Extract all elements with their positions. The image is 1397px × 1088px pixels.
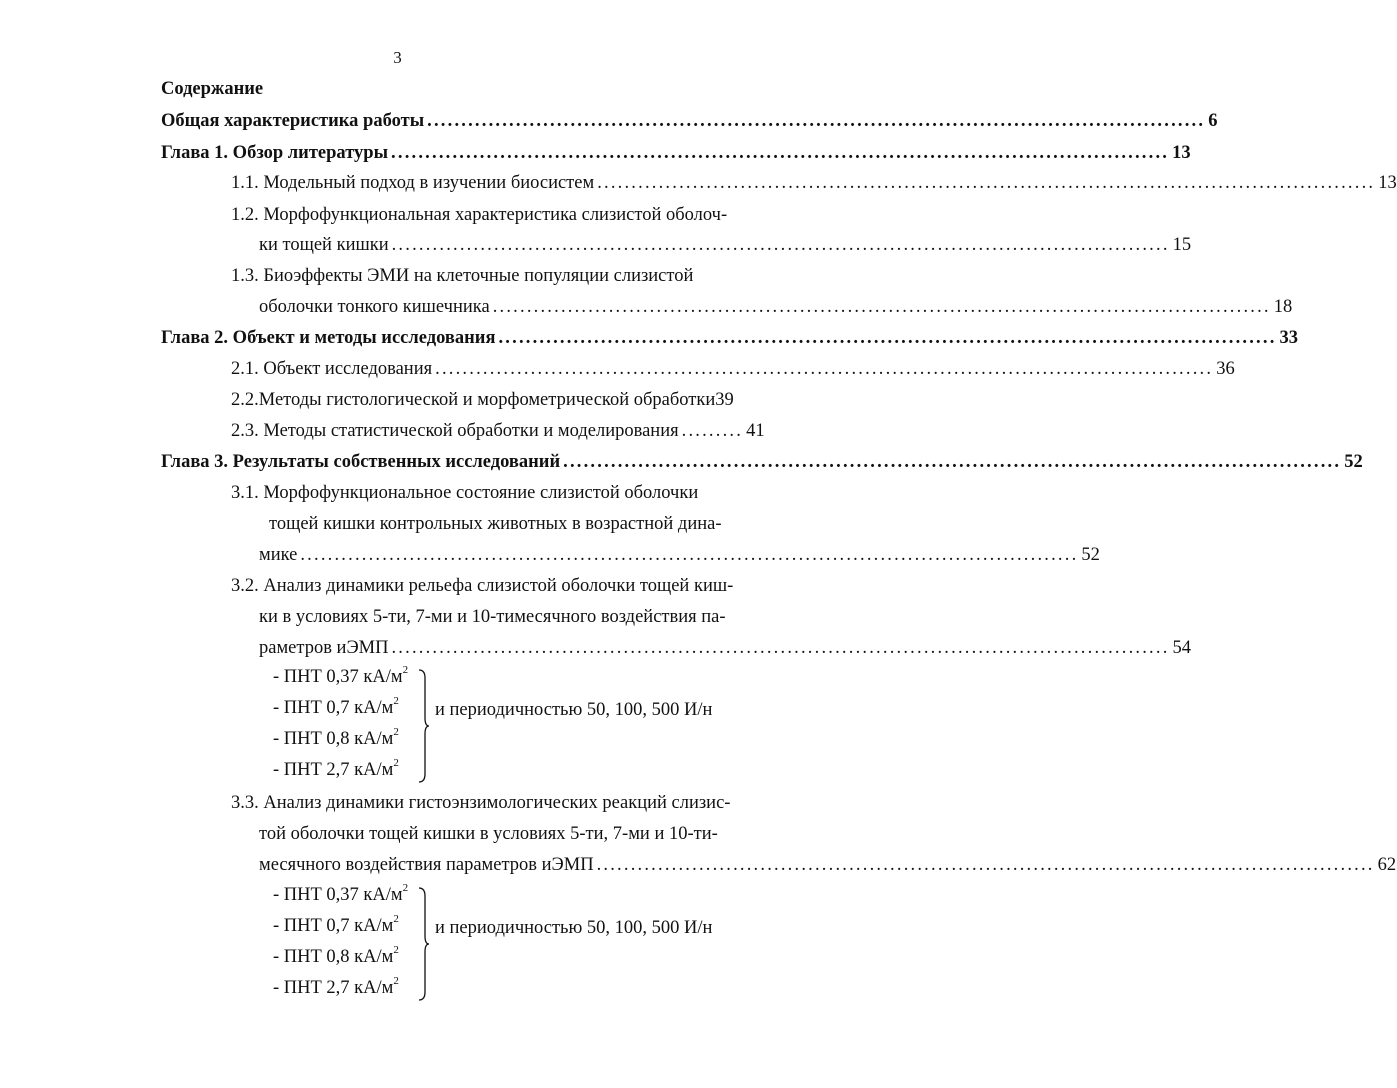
toc-entry-text: 2.3. Методы статистической обработки и моделирования: [231, 421, 679, 441]
toc-entry-1-2-line1[interactable]: 1.2. Морфофункциональная характеристика слизистой оболоч-: [231, 205, 728, 225]
param-item: - ПНТ 0,37 $кА/м^2$: [273, 881, 409, 905]
toc-entry-chapter-3[interactable]: [161, 451, 1363, 473]
leader-dots: ..................................................................................................................: [391, 638, 1170, 658]
param-group-2: [273, 881, 733, 1002]
toc-entry-2-1[interactable]: [231, 358, 1235, 380]
toc-entry-page: 36: [1216, 359, 1235, 379]
toc-entry-text: ки тощей кишки: [259, 235, 389, 255]
toc-entry-text: Глава 2. Объект и методы исследования: [161, 328, 496, 348]
leader-dots: ..................................................................................................................: [300, 545, 1079, 565]
toc-entry-page: 52: [1081, 545, 1100, 565]
toc-entry-3-2-line2[interactable]: ки в условиях 5-ти, 7-ми и 10-тимесячного воздействия па-: [259, 607, 726, 627]
leader-dots: ..................................................................................................................: [596, 855, 1375, 875]
toc-entry-2-2[interactable]: [231, 389, 734, 411]
param-item: - ПНТ 0,8 $кА/м^2$: [273, 725, 399, 749]
leader-dots: ..................................................................................................................: [391, 235, 1170, 255]
leader-dots: ..................................................................................................................: [427, 111, 1206, 131]
leader-dots: ..................................................................................................................: [498, 328, 1277, 348]
toc-entry-text: 2.1. Объект исследования: [231, 359, 433, 379]
toc-entry-text: Общая характеристика работы: [161, 111, 425, 131]
toc-entry-1-2[interactable]: [259, 234, 1192, 256]
toc-entry-general[interactable]: [161, 110, 1218, 132]
leader-dots: ..................................................................................................................: [391, 143, 1170, 163]
toc-entry-1-3-line1[interactable]: 1.3. Биоэффекты ЭМИ на клеточные популяции слизистой: [231, 266, 694, 286]
toc-entry-page: 13: [1172, 143, 1191, 163]
toc-entry-page: 6: [1208, 111, 1218, 131]
toc-entry-page: 13: [1378, 173, 1397, 193]
leader-dots: ..................................................................................................................: [492, 297, 1271, 317]
toc-entry-chapter-2[interactable]: [161, 327, 1299, 349]
curly-brace-icon: [416, 886, 430, 1002]
toc-entry-text: 1.1. Модельный подход в изучении биосистем: [231, 173, 595, 193]
toc-title: Содержание: [161, 79, 264, 99]
leader-dots: .........: [681, 421, 744, 441]
param-item: - ПНТ 2,7 $кА/м^2$: [273, 974, 399, 998]
leader-dots: ..................................................................................................................: [435, 359, 1214, 379]
param-item: - ПНТ 0,8 $кА/м^2$: [273, 943, 399, 967]
toc-entry-chapter-1[interactable]: [161, 142, 1191, 164]
toc-entry-3-1[interactable]: [259, 544, 1100, 566]
toc-entry-text: 2.2.Методы гистологической и морфометрической обработки: [231, 390, 716, 410]
toc-entry-1-1[interactable]: [231, 172, 1397, 194]
bracket-label: и периодичностью 50, 100, 500 И/н: [435, 700, 713, 720]
toc-entry-text: месячного воздействия параметров иЭМП: [259, 855, 594, 875]
toc-entry-text: раметров иЭМП: [259, 638, 389, 658]
param-item: - ПНТ 2,7 $кА/м^2$: [273, 756, 399, 780]
toc-entry-page: 33: [1279, 328, 1299, 348]
toc-entry-3-3-line2[interactable]: той оболочки тощей кишки в условиях 5-ти, 7-ми и 10-ти-: [259, 824, 718, 844]
toc-entry-text: Глава 1. Обзор литературы: [161, 143, 389, 163]
toc-entry-page: 62: [1377, 855, 1397, 875]
toc-entry-3-1-line2[interactable]: тощей кишки контрольных животных в возрастной дина-: [269, 514, 722, 534]
toc-entry-page: 39: [715, 390, 734, 410]
toc-entry-text: мике: [259, 545, 298, 565]
param-item: - ПНТ 0,37 $кА/м^2$: [273, 663, 409, 687]
param-item: - ПНТ 0,7 $кА/м^2$: [273, 694, 399, 718]
toc-entry-3-3-line1[interactable]: 3.3. Анализ динамики гистоэнзимологических реакций слизис-: [231, 793, 731, 813]
toc-entry-3-2-line1[interactable]: 3.2. Анализ динамики рельефа слизистой оболочки тощей киш-: [231, 576, 734, 596]
toc-entry-page: 54: [1172, 638, 1192, 658]
toc-entry-3-2[interactable]: [259, 637, 1192, 659]
param-group-1: [273, 663, 733, 784]
toc-entry-page: 18: [1273, 297, 1293, 317]
toc-entry-text: оболочки тонкого кишечника: [259, 297, 490, 317]
toc-entry-1-3[interactable]: [259, 296, 1293, 318]
leader-dots: ..................................................................................................................: [563, 452, 1342, 472]
page-number: 3: [393, 48, 402, 67]
toc-entry-text: Глава 3. Результаты собственных исследований: [161, 452, 561, 472]
toc-entry-page: 52: [1344, 452, 1363, 472]
bracket-label: и периодичностью 50, 100, 500 И/н: [435, 918, 713, 938]
curly-brace-icon: [416, 668, 430, 784]
param-item: - ПНТ 0,7 $кА/м^2$: [273, 912, 399, 936]
toc-entry-page: 41: [746, 421, 765, 441]
toc-entry-page: 15: [1172, 235, 1192, 255]
toc-entry-2-3[interactable]: [231, 420, 765, 442]
toc-entry-3-1-line1[interactable]: 3.1. Морфофункциональное состояние слизистой оболочки: [231, 483, 699, 503]
leader-dots: ..................................................................................................................: [597, 173, 1376, 193]
toc-entry-3-3[interactable]: [259, 854, 1397, 876]
